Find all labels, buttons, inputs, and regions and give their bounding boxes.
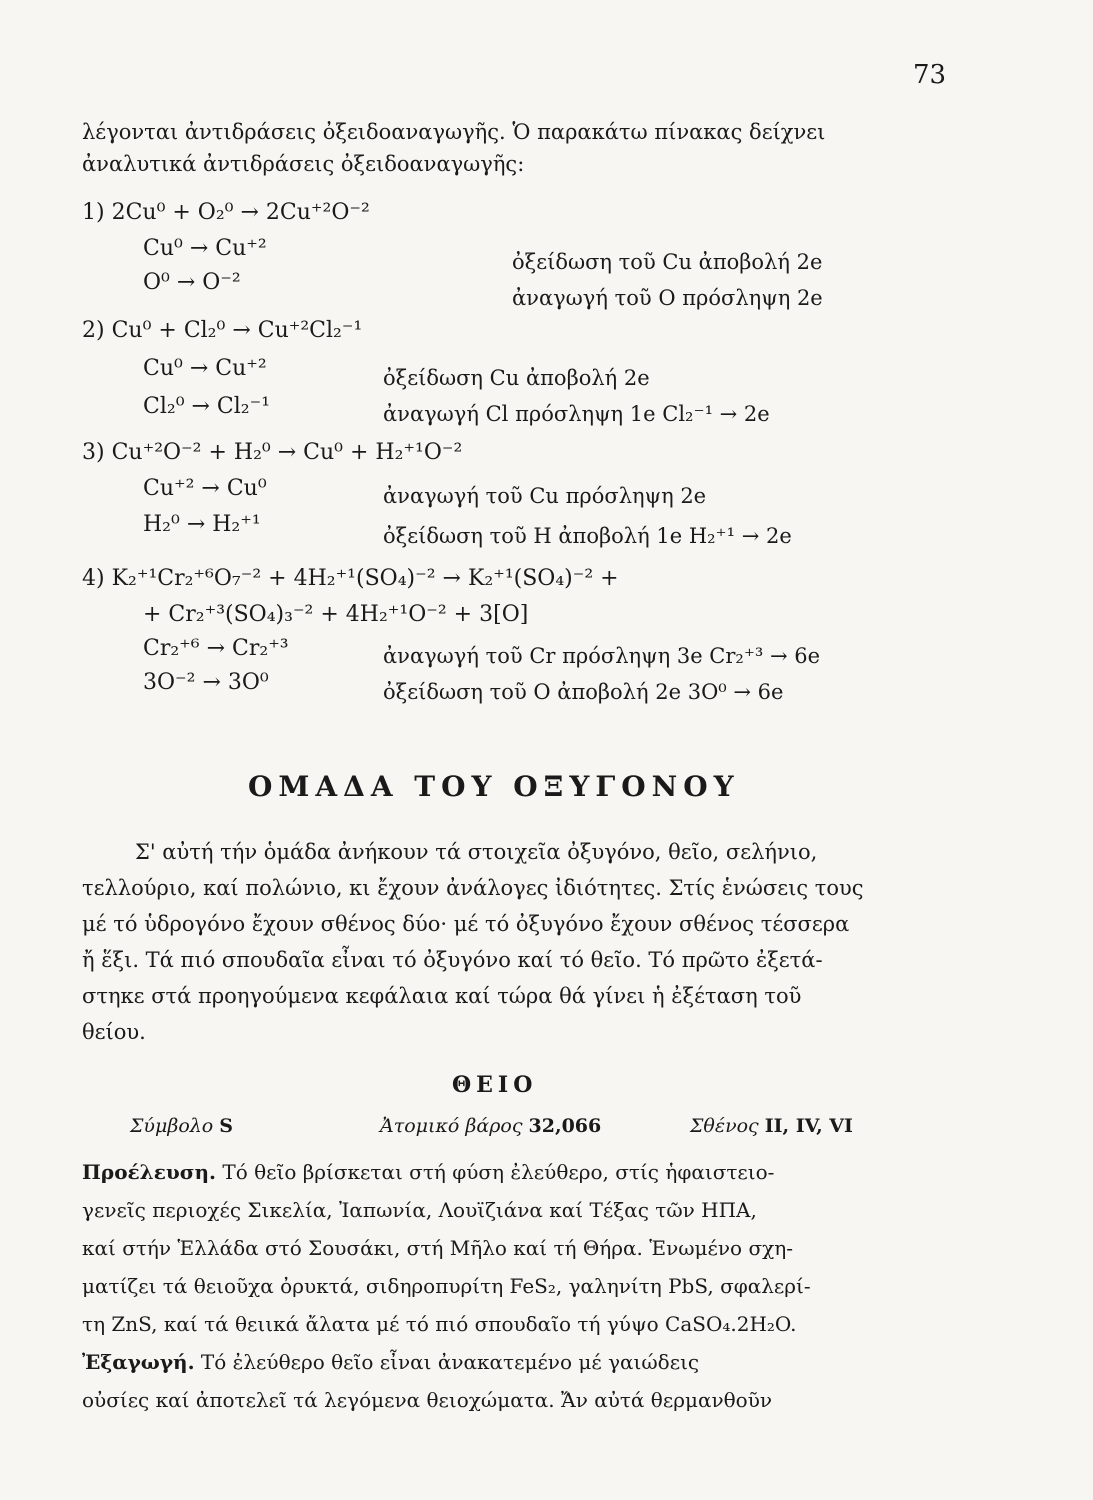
reaction-1-note: ἀναγωγή τοῦ O πρόσληψη 2e [512, 286, 823, 310]
symbol-value: S [219, 1115, 234, 1137]
extraction-line: οὐσίες καί ἀποτελεῖ τά λεγόμενα θειοχώματα. Ἄν αὐτά θερμανθοῦν [82, 1388, 773, 1412]
origin-line [82, 1160, 774, 1184]
origin-term: Προέλευση. [82, 1160, 216, 1184]
page-number: 73 [913, 60, 947, 90]
reaction-4-step: 3O⁻² → 3O⁰ [143, 670, 269, 695]
extraction-line [82, 1350, 699, 1374]
sulfur-heading: ΘΕΙΟ [452, 1072, 538, 1098]
reaction-4-continued: + Cr₂⁺³(SO₄)₃⁻² + 4H₂⁺¹O⁻² + 3[O] [143, 602, 529, 627]
reaction-1-step: O⁰ → O⁻² [143, 270, 241, 295]
reaction-2-note: ἀναγωγή Cl πρόσληψη 1e Cl₂⁻¹ → 2e [383, 402, 770, 426]
section-paragraph-line: τελλούριο, καί πολώνιο, κι ἔχουν ἀνάλογες ἰδιότητες. Στίς ἑνώσεις τους [82, 876, 864, 900]
reaction-2-step: Cu⁰ → Cu⁺² [143, 356, 267, 381]
atomic-weight-info [380, 1115, 601, 1137]
reaction-3-note: ἀναγωγή τοῦ Cu πρόσληψη 2e [383, 484, 707, 508]
atomic-weight-value: 32,066 [528, 1115, 602, 1137]
section-paragraph-line: Σ' αὐτή τήν ὁμάδα ἀνήκουν τά στοιχεῖα ὀξυγόνο, θεῖο, σελήνιο, [135, 840, 818, 864]
symbol-label: Σύμβολο [130, 1115, 214, 1137]
section-paragraph-line: μέ τό ὑδρογόνο ἔχουν σθένος δύο· μέ τό ὀξυγόνο ἔχουν σθένος τέσσερα [82, 912, 850, 936]
origin-line: γενεῖς περιοχές Σικελία, Ἰαπωνία, Λουϊζιάνα καί Τέξας τῶν ΗΠΑ, [82, 1198, 757, 1222]
valence-label: Σθένος [690, 1115, 759, 1137]
origin-line: τη ZnS, καί τά θειικά ἄλατα μέ τό πιό σπουδαῖο τή γύψο CaSO₄.2H₂O. [82, 1312, 797, 1336]
reaction-4-note: ὀξείδωση τοῦ O ἀποβολή 2e 3O⁰ → 6e [383, 680, 784, 704]
section-paragraph-line: θείου. [82, 1020, 146, 1044]
valence-value: II, IV, VI [764, 1115, 853, 1137]
reaction-2: 2) Cu⁰ + Cl₂⁰ → Cu⁺²Cl₂⁻¹ [82, 318, 363, 343]
intro-line-2: ἀναλυτικά ἀντιδράσεις ὀξειδοαναγωγῆς: [82, 152, 525, 176]
section-paragraph-line: στηκε στά προηγούμενα κεφάλαια καί τώρα θά γίνει ἡ ἐξέταση τοῦ [82, 984, 802, 1008]
origin-line: καί στήν Ἑλλάδα στό Σουσάκι, στή Μῆλο καί τή Θήρα. Ἑνωμένο σχη- [82, 1236, 793, 1260]
extraction-text: Τό ἐλεύθερο θεῖο εἶναι ἀνακατεμένο μέ γαιώδεις [200, 1350, 700, 1374]
symbol-info [130, 1115, 233, 1137]
reaction-1-note: ὀξείδωση τοῦ Cu ἀποβολή 2e [512, 250, 823, 274]
intro-line-1: λέγονται ἀντιδράσεις ὀξειδοαναγωγῆς. Ὁ παρακάτω πίνακας δείχνει [82, 120, 826, 144]
section-paragraph-line: ἤ ἕξι. Τά πιό σπουδαῖα εἶναι τό ὀξυγόνο καί τό θεῖο. Τό πρῶτο ἐξετά- [82, 948, 823, 972]
reaction-2-step: Cl₂⁰ → Cl₂⁻¹ [143, 394, 271, 419]
reaction-4: 4) K₂⁺¹Cr₂⁺⁶O₇⁻² + 4H₂⁺¹(SO₄)⁻² → K₂⁺¹(SO₄)⁻² + [82, 566, 619, 591]
reaction-3-step: H₂⁰ → H₂⁺¹ [143, 512, 261, 537]
reaction-3: 3) Cu⁺²O⁻² + H₂⁰ → Cu⁰ + H₂⁺¹O⁻² [82, 440, 463, 465]
origin-text: Τό θεῖο βρίσκεται στή φύση ἐλεύθερο, στίς ἡφαιστειο- [222, 1160, 775, 1184]
section-heading: ΟΜΑΔΑ ΤΟΥ ΟΞΥΓΟΝΟΥ [248, 770, 740, 803]
atomic-weight-label: Ἀτομικό βάρος [380, 1115, 523, 1137]
reaction-1-step: Cu⁰ → Cu⁺² [143, 236, 267, 261]
reaction-4-step: Cr₂⁺⁶ → Cr₂⁺³ [143, 636, 289, 661]
reaction-3-note: ὀξείδωση τοῦ H ἀποβολή 1e H₂⁺¹ → 2e [383, 524, 792, 548]
reaction-4-note: ἀναγωγή τοῦ Cr πρόσληψη 3e Cr₂⁺³ → 6e [383, 644, 821, 668]
reaction-3-step: Cu⁺² → Cu⁰ [143, 476, 267, 501]
valence-info [690, 1115, 853, 1137]
reaction-1: 1) 2Cu⁰ + O₂⁰ → 2Cu⁺²O⁻² [82, 200, 370, 225]
origin-line: ματίζει τά θειοῦχα ὀρυκτά, σιδηροπυρίτη FeS₂, γαληνίτη PbS, σφαλερί- [82, 1274, 811, 1298]
extraction-term: Ἐξαγωγή. [82, 1350, 195, 1374]
reaction-2-note: ὀξείδωση Cu ἀποβολή 2e [383, 366, 650, 390]
